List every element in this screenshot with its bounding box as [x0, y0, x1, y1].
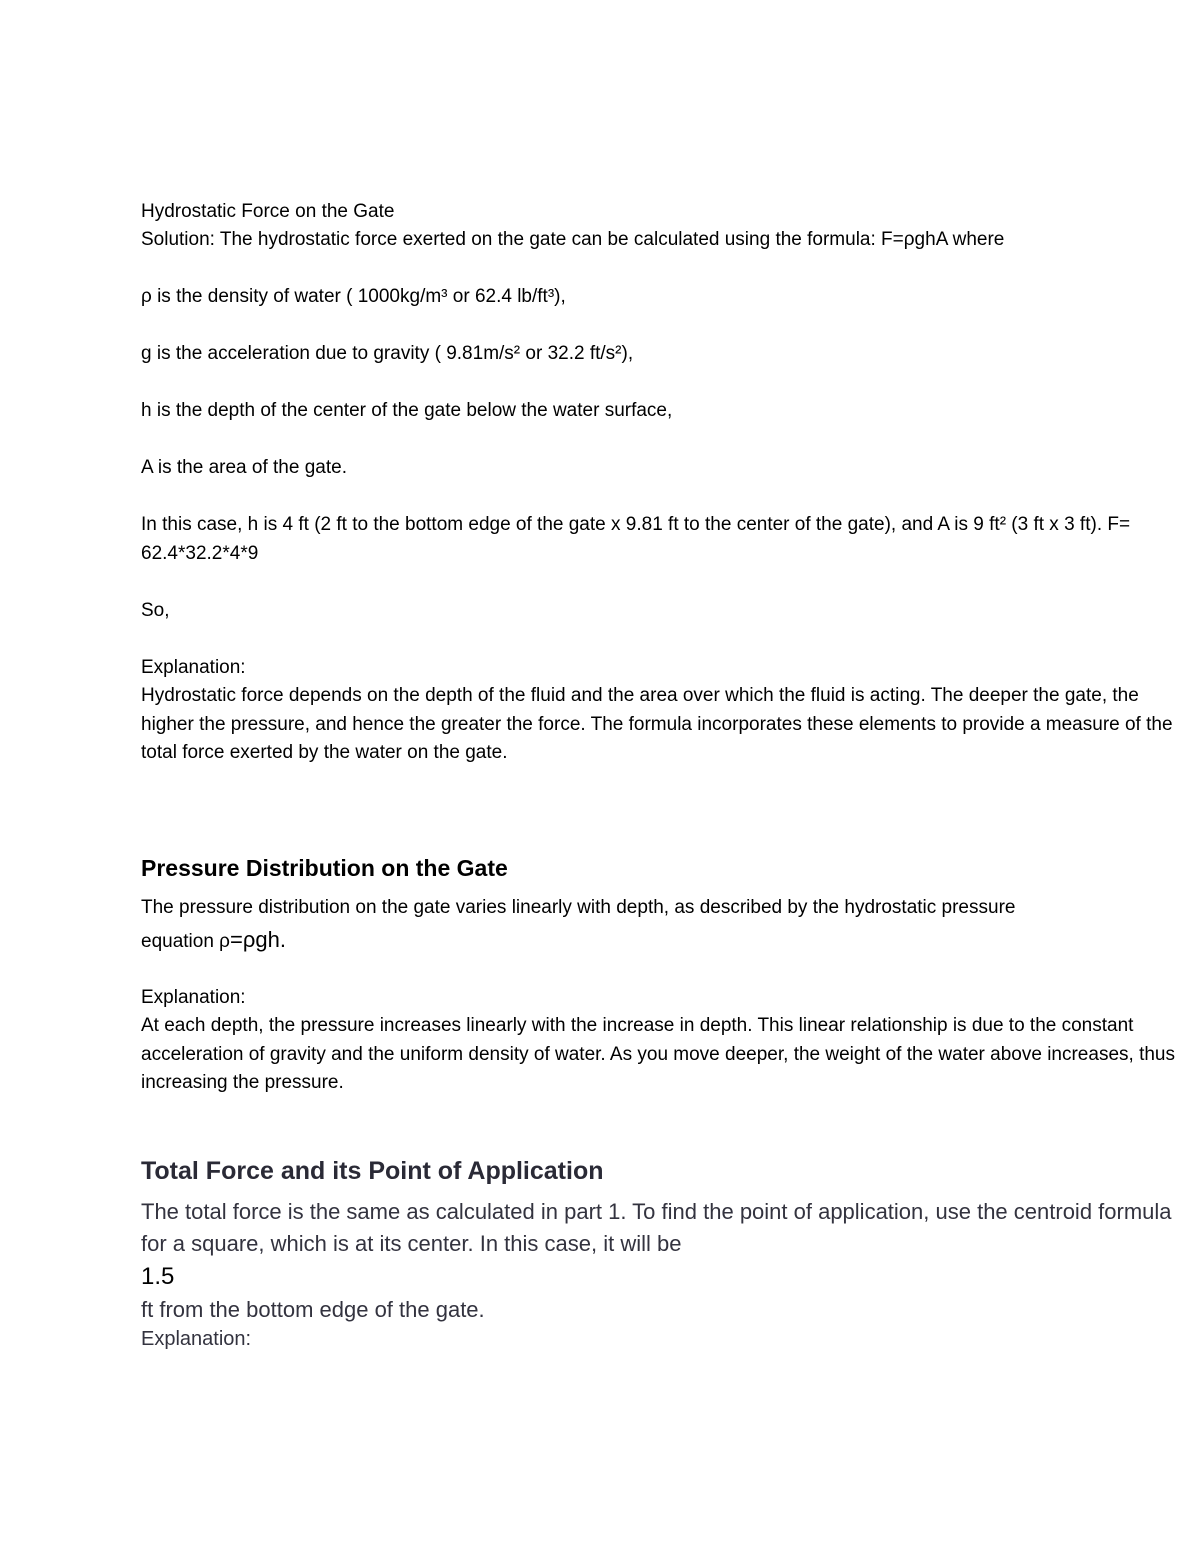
case-paragraph: In this case, h is 4 ft (2 ft to the bottom edge of the gate x 9.81 ft to the center of the gate), and A is 9 ft² (3 ft x 3 ft). F= 62.4*32.2*4*9 [141, 514, 1131, 564]
section1-explanation-text: Hydrostatic force depends on the depth of the fluid and the area over which the fluid is acting. The deeper the gate, the higher the pressure, and hence the greater the force. The formula incorporates these elements to provide a measure of the total force exerted by the water on the gate. [141, 685, 1173, 763]
so-line: So, [141, 600, 170, 621]
section2-explanation-text: At each depth, the pressure increases linearly with the increase in depth. This linear relationship is due to the constant acceleration of gravity and the uniform density of water. As you move deeper, the weight of the water above increases, thus increasing the pressure. [141, 1015, 1175, 1093]
section3-title: Total Force and its Point of Application [141, 1157, 604, 1185]
section3-text: The total force is the same as calculated in part 1. To find the point of application, use the centroid formula for a square, which is at its center. In this case, it will be [141, 1199, 1172, 1256]
gravity-line: g is the acceleration due to gravity ( 9.81m/s² or 32.2 ft/s²), [141, 343, 634, 364]
pressure-equation: =ρgh. [230, 927, 286, 952]
section1-title: Hydrostatic Force on the Gate [141, 201, 395, 222]
section2-line1: The pressure distribution on the gate varies linearly with depth, as described by the hydrostatic pressure [141, 897, 1016, 918]
section3-after-value: ft from the bottom edge of the gate. [141, 1297, 485, 1322]
depth-line: h is the depth of the center of the gate below the water surface, [141, 400, 673, 421]
point-of-application-value: 1.5 [141, 1263, 175, 1290]
equation-prefix: equation ρ [141, 931, 230, 952]
section2-title: Pressure Distribution on the Gate [141, 855, 508, 881]
section1-solution: Solution: The hydrostatic force exerted on the gate can be calculated using the formula: F=ρghA where [141, 229, 1005, 250]
density-line: ρ is the density of water ( 1000kg/m³ or 62.4 lb/ft³), [141, 286, 566, 307]
section2-explanation-label: Explanation: [141, 987, 246, 1008]
area-line: A is the area of the gate. [141, 457, 347, 478]
section3-explanation-label: Explanation: [141, 1328, 252, 1350]
section1-explanation-label: Explanation: [141, 657, 246, 678]
section2-line2 [141, 926, 286, 956]
